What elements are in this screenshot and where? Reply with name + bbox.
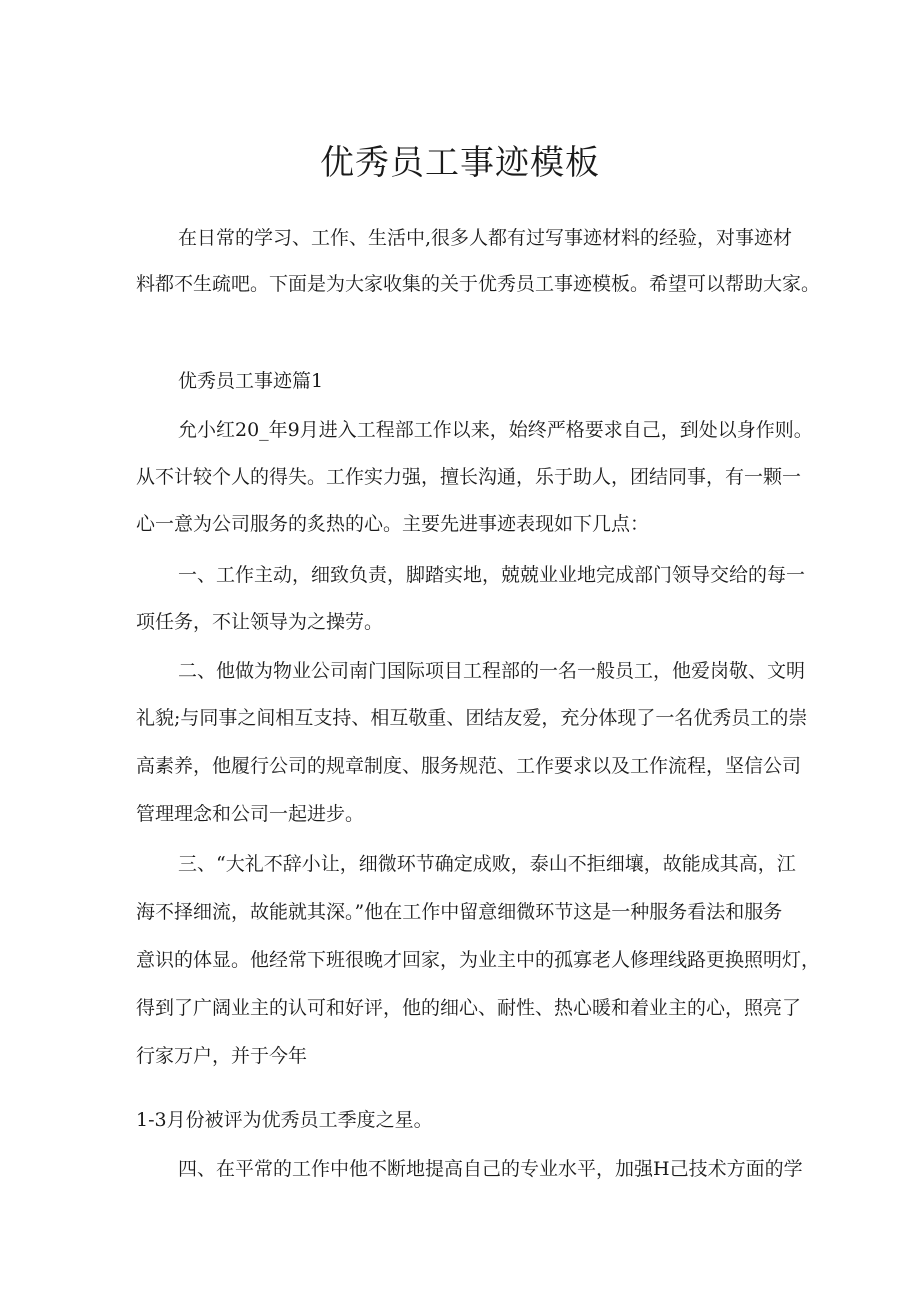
paragraph-line: 项任务，不让领导为之操劳。 [136,611,384,633]
paragraph-line: 高素养，他履行公司的规章制度、服务规范、工作要求以及工作流程，坚信公司 [136,755,802,777]
section-heading: 优秀员工事迹篇1 [178,370,324,392]
paragraph-line: 二、他做为物业公司南门国际项目工程部的一名一般员工，他爱岗敬、文明 [178,660,806,682]
paragraph-line: 在日常的学习、工作、生活中,很多人都有过写事迹材料的经验，对事迹材 [178,227,793,249]
paragraph-line: 意识的体显。他经常下班很晚才回家，为业主中的孤寡老人修理线路更换照明灯， [136,949,821,971]
paragraph-line: 允小红20_年9月进入工程部工作以来，始终严格要求自己，到处以身作则。 [178,419,813,441]
document-title: 优秀员工事迹模板 [320,143,600,183]
paragraph-line: 得到了广阔业主的认可和好评，他的细心、耐性、热心暖和着业主的心，照亮了 [136,997,802,1019]
paragraph-line: 三、“大礼不辞小让，细微环节确定成败，泰山不拒细壤，故能成其高，江 [178,853,796,875]
paragraph-line: 1-3月份被评为优秀员工季度之星。 [136,1109,433,1131]
paragraph-line: 管理理念和公司一起进步。 [136,803,365,825]
paragraph-line: 一、工作主动，细致负责，脚踏实地，兢兢业业地完成部门领导交给的每一 [178,564,806,586]
paragraph-line: 行家万户，并于今年 [136,1045,308,1067]
paragraph-line: 料都不生疏吧。下面是为大家收集的关于优秀员工事迹模板。希望可以帮助大家。 [136,273,821,295]
paragraph-line: 礼貌;与同事之间相互支持、相互敬重、团结友爱，充分体现了一名优秀员工的崇 [136,707,808,729]
paragraph-line: 四、在平常的工作中他不断地提高自己的专业水平，加强H己技术方面的学 [178,1158,803,1180]
paragraph-line: 心一意为公司服务的炙热的心。主要先进事迹表现如下几点： [136,513,650,535]
paragraph-line: 从不计较个人的得失。工作实力强，擅长沟通，乐于助人，团结同事，有一颗一 [136,466,802,488]
paragraph-line: 海不择细流，故能就其深。”他在工作中留意细微环节这是一种服务看法和服务 [136,901,783,923]
